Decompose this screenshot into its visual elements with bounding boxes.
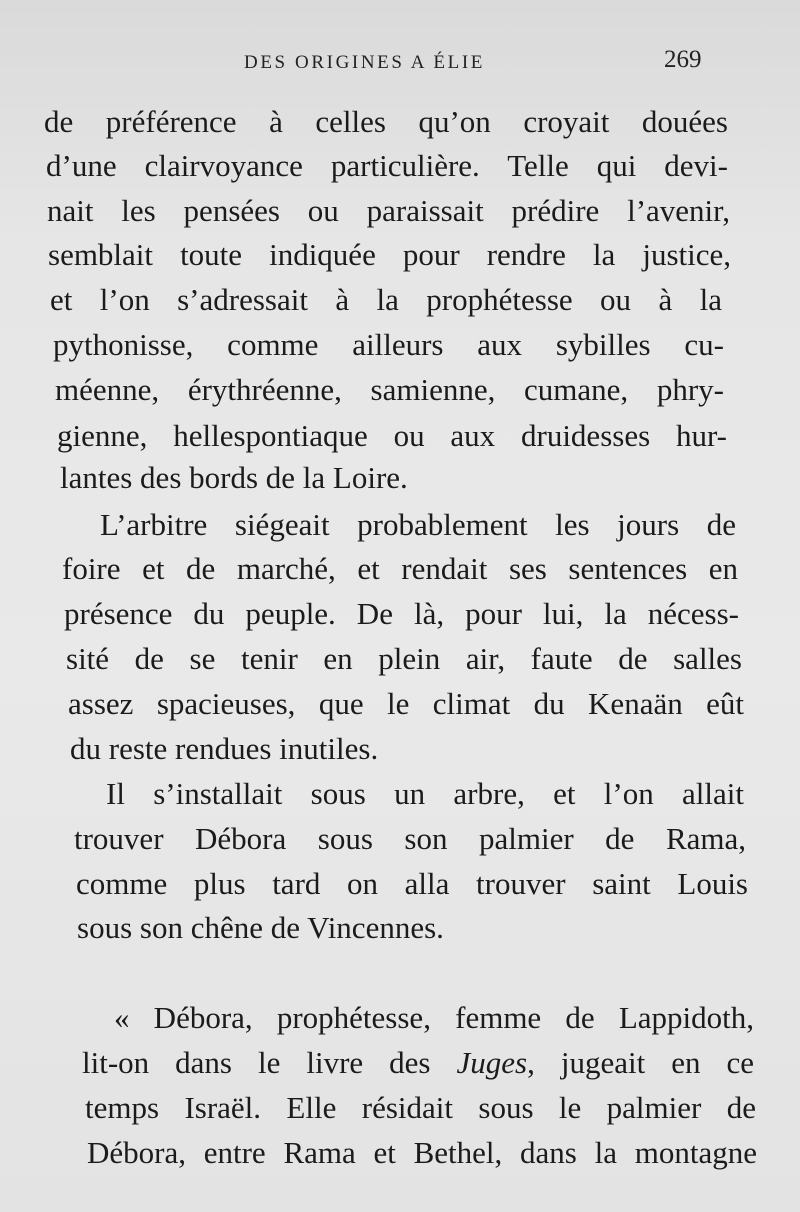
text-line: nait les pensées ou paraissait prédire l’avenir, [47, 193, 730, 228]
text-line: temps Israël. Elle résidait sous le palmier de [85, 1090, 756, 1125]
page-number: 269 [664, 46, 702, 73]
book-title-juges: Juges [456, 1045, 528, 1080]
text-line: trouver Débora sous son palmier de Rama, [74, 821, 746, 856]
text-line-with-italic: lit-on dans le livre des Juges, jugeait en ce [82, 1045, 754, 1080]
text-line: présence du peuple. De là, pour lui, la nécess- [64, 596, 739, 631]
text-line: sous son chêne de Vincennes. [77, 910, 444, 945]
text-line: d’une clairvoyance particulière. Telle qui devi- [46, 148, 728, 183]
text-line: méenne, érythréenne, samienne, cumane, phry- [55, 372, 724, 407]
text-line: de préférence à celles qu’on croyait douées [44, 104, 728, 139]
text-line: foire et de marché, et rendait ses sentences en [62, 551, 738, 586]
text-line: pythonisse, comme ailleurs aux sybilles cu- [53, 327, 724, 362]
running-title: DES ORIGINES A ÉLIE [244, 52, 485, 73]
text-line: du reste rendues inutiles. [70, 731, 379, 766]
text-line: assez spacieuses, que le climat du Kenaän eût [68, 686, 744, 721]
text-line: lantes des bords de la Loire. [60, 460, 408, 495]
text-line: gienne, hellespontiaque ou aux druidesses hur- [57, 418, 727, 453]
text-line: « Débora, prophétesse, femme de Lappidoth, [114, 1000, 754, 1035]
running-head [0, 46, 800, 78]
text-line: L’arbitre siégeait probablement les jours de [100, 507, 736, 542]
text-line: comme plus tard on alla trouver saint Louis [76, 866, 748, 901]
text-line: Il s’installait sous un arbre, et l’on allait [106, 776, 744, 811]
text-line: sité de se tenir en plein air, faute de salles [66, 641, 742, 676]
text-line: Débora, entre Rama et Bethel, dans la montagne [87, 1135, 757, 1170]
text-line: et l’on s’adressait à la prophétesse ou à la [50, 282, 722, 317]
text-line: semblait toute indiquée pour rendre la justice, [48, 237, 731, 272]
